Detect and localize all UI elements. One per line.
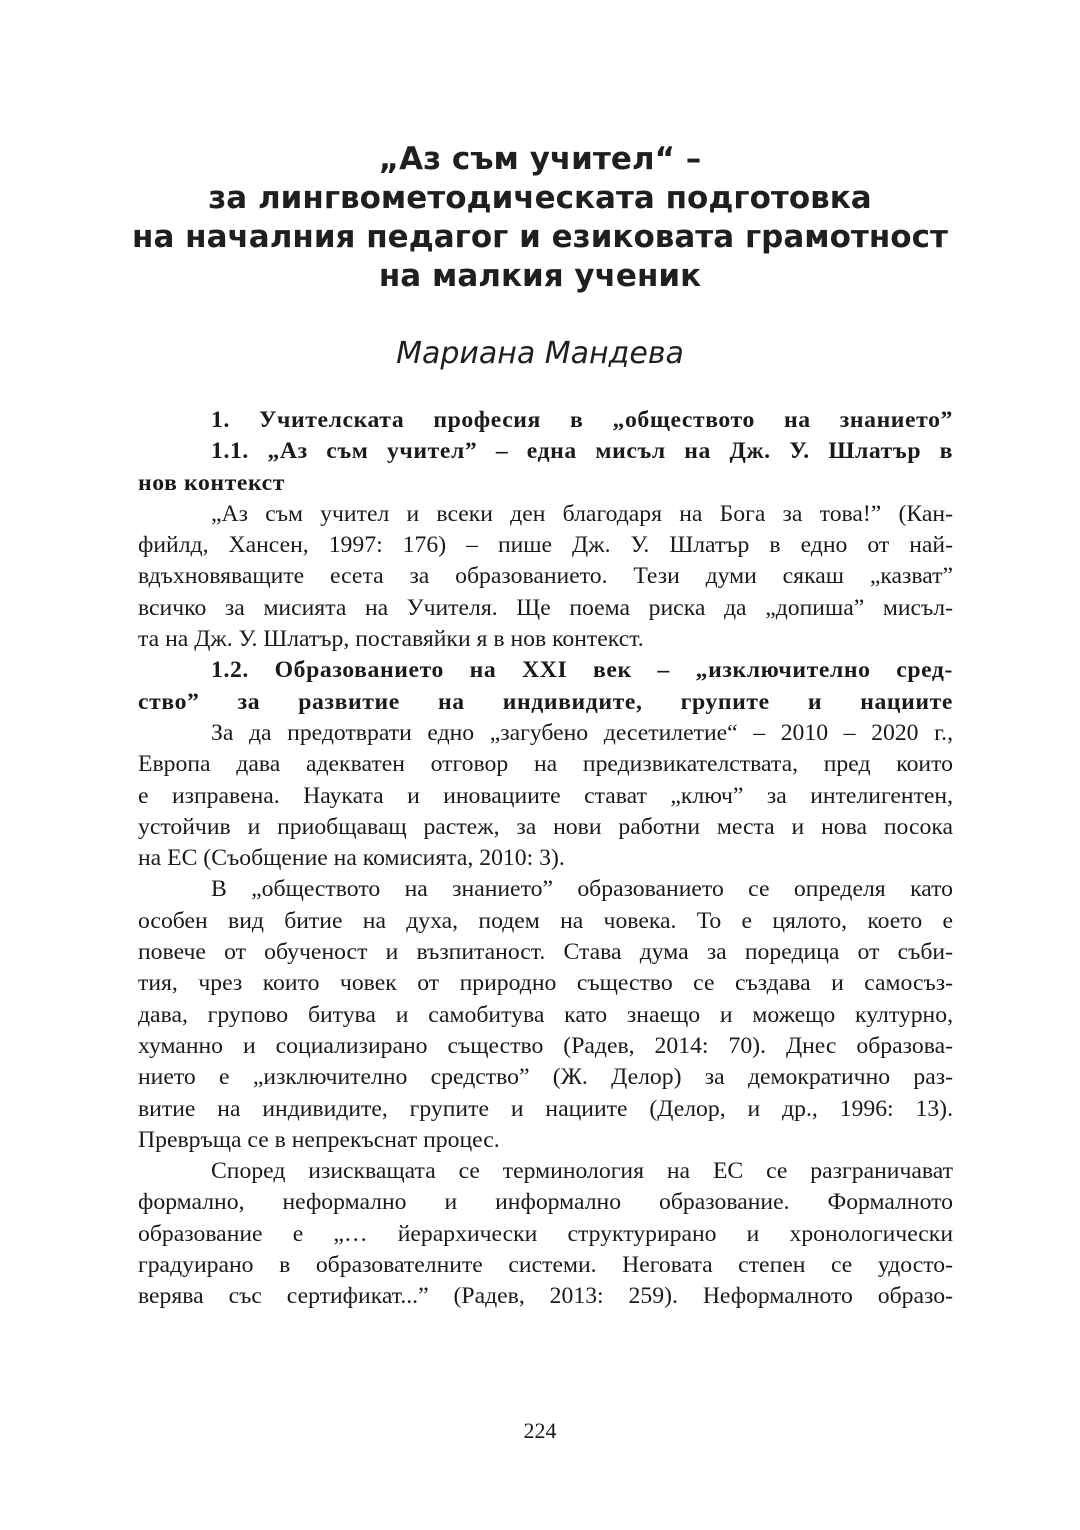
paragraph-line: В „обществото на знанието” образованието се определя като — [211, 876, 953, 903]
subsection-heading-1-2: 1.2. Образованието на XXI век – „изключително сред- — [211, 657, 953, 684]
paragraph-line: на ЕС (Съобщение на комисията, 2010: 3). — [138, 845, 565, 872]
subsection-heading-1-1: нов контекст — [138, 469, 285, 496]
paragraph-line: витие на индивидите, групите и нациите (Делор, и др., 1996: 13). — [138, 1095, 953, 1122]
author-name: Мариана Мандева — [396, 336, 684, 371]
paragraph-line: особен вид битие на духа, подем на човека. То е цялото, което е — [138, 907, 953, 934]
paragraph-line: дава, групово битува и самобитува като знаещо и можещо културно, — [138, 1001, 953, 1028]
paragraph-line: Превръща се в непрекъснат процес. — [138, 1126, 500, 1153]
paragraph-line: хуманно и социализирано същество (Радев, 2014: 70). Днес образова- — [138, 1032, 953, 1059]
page-number: 224 — [523, 1418, 557, 1443]
paragraph-line: Според изискващата се терминология на ЕС се разграничават — [211, 1158, 953, 1185]
paragraph-line: нието е „изключително средство” (Ж. Делор) за демократично раз- — [138, 1064, 953, 1091]
paragraph-line: Европа дава адекватен отговор на предизвикателствата, пред които — [138, 751, 953, 778]
paragraph-line: За да предотврати едно „загубено десетилетие“ – 2010 – 2020 г., — [211, 719, 953, 746]
paragraph-line: тия, чрез които човек от природно същество се създава и самосъз- — [138, 970, 953, 997]
title-line: на началния педагог и езиковата грамотност — [132, 219, 948, 255]
paragraph-line: е изправена. Науката и иновациите стават „ключ” за интелигентен, — [138, 782, 953, 809]
paragraph-line: формално, неформално и информално образование. Формалното — [138, 1189, 953, 1216]
article-body — [138, 405, 953, 1313]
paragraph-line: образование е „… йерархически структурирано и хронологически — [138, 1220, 953, 1247]
paragraph-line: вдъхновяващите есета за образованието. Тези думи сякаш „казват” — [138, 563, 953, 590]
paragraph-line: повече от обученост и възпитаност. Става дума за поредица от съби- — [138, 939, 953, 966]
title-line: на малкия ученик — [378, 258, 702, 294]
article-title — [100, 140, 980, 296]
paragraph-line: „Аз съм учител и всеки ден благодаря на Бога за това!” (Кан- — [211, 500, 953, 527]
paragraph-line: та на Дж. У. Шлатър, поставяйки я в нов контекст. — [138, 626, 644, 653]
paragraph-line: верява със сертификат...” (Радев, 2013: 259). Неформалното образо- — [138, 1283, 953, 1310]
paragraph-line: фийлд, Хансен, 1997: 176) – пише Дж. У. Шлатър в едно от най- — [138, 532, 953, 559]
paragraph-line: всичко за мисията на Учителя. Ще поема риска да „допиша” мисъл- — [138, 594, 953, 621]
paragraph-line: градуирано в образователните системи. Неговата степен се удосто- — [138, 1252, 953, 1279]
title-line: „Аз съм учител“ – — [378, 141, 702, 177]
subsection-heading-1-2: ство” за развитие на индивидите, групите и нациите — [138, 688, 953, 715]
subsection-heading-1-1: 1.1. „Аз съм учител” – една мисъл на Дж. У. Шлатър в — [211, 438, 953, 465]
paragraph-line: устойчив и приобщаващ растеж, за нови работни места и нова посока — [138, 813, 953, 840]
title-line: за лингвометодическата подготовка — [208, 180, 872, 216]
section-heading-1: 1. Учителската професия в „обществото на знанието” — [211, 407, 953, 433]
